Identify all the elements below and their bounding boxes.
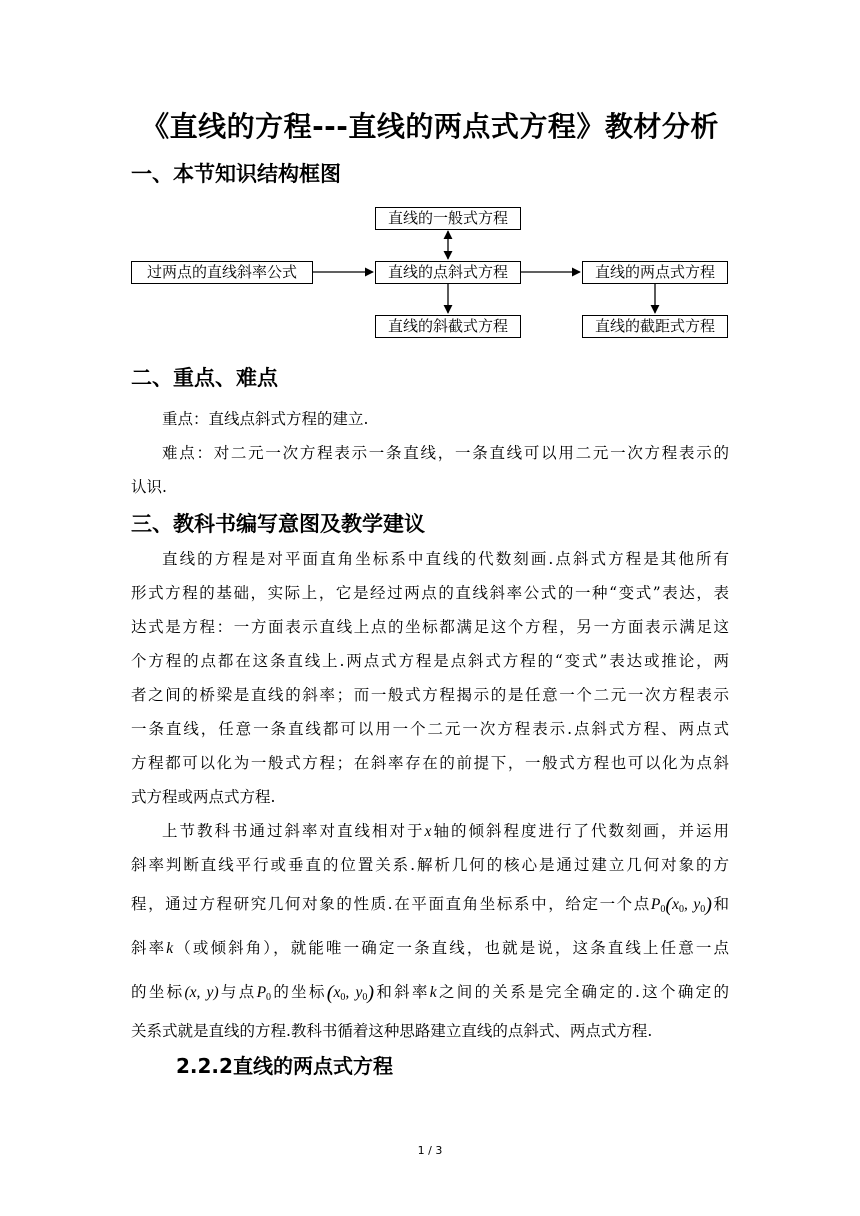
paragraph-2 xyxy=(131,814,729,1048)
p2-line: 斜率k（或倾斜角），就能唯一确定一条直线，也就是说，这条直线上任意一点 xyxy=(131,939,729,957)
box-intercept-form: 直线的截距式方程 xyxy=(582,315,728,338)
section3-heading: 三、教科书编写意图及教学建议 xyxy=(131,512,425,536)
point-p0: $P_0$ xyxy=(650,896,666,915)
difficulty-text-line2: 认识. xyxy=(131,478,167,496)
paragraph-1 xyxy=(131,542,729,814)
p1-line: 一条直线，任意一条直线都可以用一个二元一次方程表示.点斜式方程、两点式 xyxy=(131,720,729,738)
p1-line: 直线的方程是对平面直角坐标系中直线的代数刻画.点斜式方程是其他所有 xyxy=(162,550,729,568)
p2-line: 的坐标(x, y)与点$P_0$的坐标($x_0$, $y_0$)和斜率k之间的关系是完全确定的.这个确定的 xyxy=(131,982,729,1004)
coord-x0-y0: ($x_0$, $y_0$) xyxy=(326,982,374,1004)
p1-line: 方程都可以化为一般式方程；在斜率存在的前提下，一般式方程也可以化为点斜 xyxy=(131,754,729,772)
coord-x-y: (x, y) xyxy=(184,984,219,1001)
var-k: k xyxy=(429,984,437,1001)
var-k: k xyxy=(166,940,174,957)
page-number: 1 / 3 xyxy=(417,1144,443,1157)
p2-line: 斜率判断直线平行或垂直的位置关系.解析几何的核心是通过建立几何对象的方 xyxy=(131,856,729,874)
section1-heading: 一、本节知识结构框图 xyxy=(131,162,341,186)
p1-line: 式方程或两点式方程. xyxy=(131,788,276,806)
point-p0: $P_0$ xyxy=(256,984,272,1003)
p1-line: 个方程的点都在这条直线上.两点式方程是点斜式方程的“变式”表达或推论，两 xyxy=(131,652,729,670)
var-x: x xyxy=(424,823,432,840)
key-point-text: 重点：直线点斜式方程的建立. xyxy=(162,410,369,428)
coord-x0-y0: ($x_0$, $y_0$) xyxy=(665,894,712,916)
p2-line: 关系式就是直线的方程.教科书循着这种思路建立直线的点斜式、两点式方程. xyxy=(131,1022,653,1040)
subsection-heading: 2.2.2直线的两点式方程 xyxy=(176,1054,393,1078)
p2-line: 程，通过方程研究几何对象的性质.在平面直角坐标系中，给定一个点$P_0(x_0$, $y_0$)和 xyxy=(131,894,730,916)
box-two-point-form: 直线的两点式方程 xyxy=(582,261,728,284)
section2-heading: 二、重点、难点 xyxy=(131,366,278,390)
key-difficulty-block xyxy=(131,402,729,504)
document-title: 《直线的方程---直线的两点式方程》教材分析 xyxy=(141,110,719,143)
box-general-form: 直线的一般式方程 xyxy=(375,207,521,230)
box-point-slope-form: 直线的点斜式方程 xyxy=(375,261,521,284)
p1-line: 者之间的桥梁是直线的斜率；而一般式方程揭示的是任意一个二元一次方程表示 xyxy=(131,686,729,704)
box-slope-intercept-form: 直线的斜截式方程 xyxy=(375,315,521,338)
p2-line: 上节教科书通过斜率对直线相对于x轴的倾斜程度进行了代数刻画，并运用 xyxy=(162,822,729,840)
diagram-arrows xyxy=(0,0,860,360)
box-slope-formula: 过两点的直线斜率公式 xyxy=(131,261,313,284)
p1-line: 达式是方程：一方面表示直线上点的坐标都满足这个方程，另一方面表示满足这 xyxy=(131,618,729,636)
difficulty-text-line1: 难点：对二元一次方程表示一条直线，一条直线可以用二元一次方程表示的 xyxy=(162,444,729,462)
p1-line: 形式方程的基础，实际上，它是经过两点的直线斜率公式的一种“变式”表达，表 xyxy=(131,584,729,602)
